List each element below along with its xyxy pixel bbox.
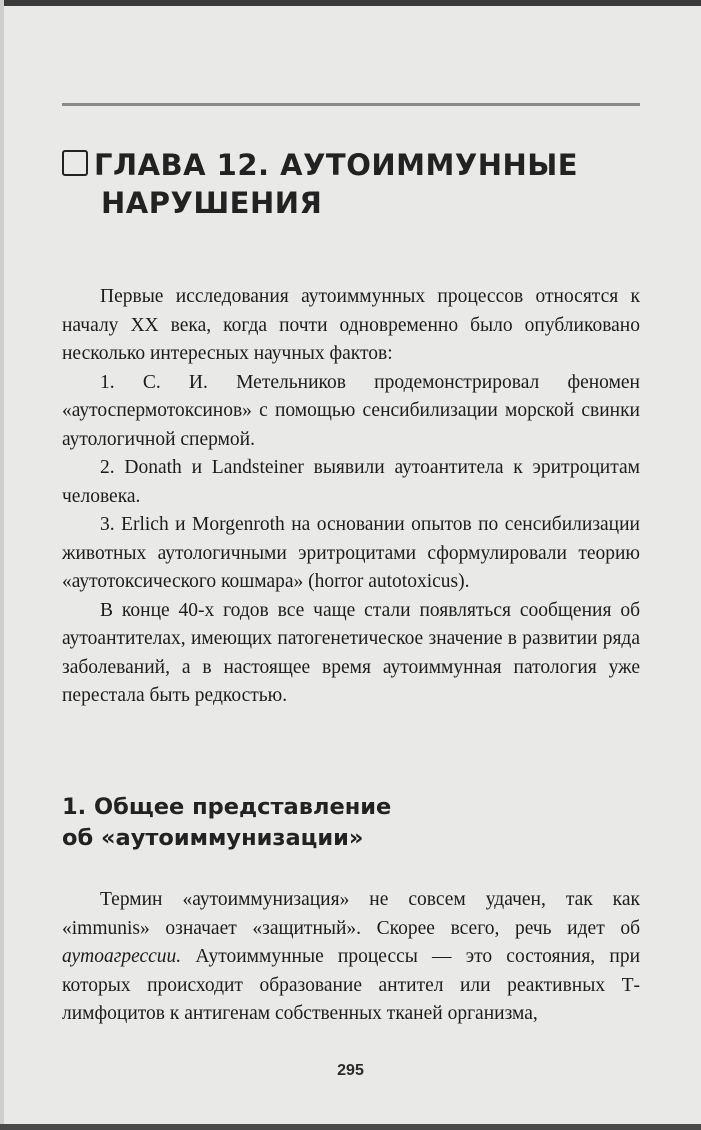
scan-left-edge	[0, 0, 4, 1130]
paragraph-term-end: Аутоиммунные процессы — это состояния, при которых происходит образование антител или реактивных Т-лимфоцитов к антигенам собственных тканей организма,	[62, 946, 640, 1024]
checkbox-square-icon	[62, 150, 88, 176]
section-title	[62, 792, 622, 854]
section-text	[62, 886, 640, 1029]
chapter-title-line2: НАРУШЕНИЯ	[101, 186, 323, 220]
paragraph-term	[62, 886, 640, 1029]
scan-top-edge	[0, 0, 701, 6]
paragraph-history: В конце 40-х годов все чаще стали появляться сообщения об аутоантителах, имеющих патогенетическое значение в развитии ряда заболеваний, а в настоящее время аутоиммунная патология уже перестала быть редкостью.	[62, 599, 640, 706]
paragraph-intro: Первые исследования аутоиммунных процессов относятся к началу XX века, когда почти одновременно было опубликовано несколько интересных научных фактов:	[62, 286, 640, 364]
paragraph-fact-2: 2. Donath и Landsteiner выявили аутоантитела к эритроцитам человека.	[62, 457, 640, 507]
term-italic: аутоагрессии.	[62, 946, 182, 967]
paragraph-fact-1: 1. С. И. Метельников продемонстрировал феномен «аутоспермотоксинов» с помощью сенсибилизации морской свинки аутологичной спермой.	[62, 371, 640, 450]
paragraph-fact-3: 3. Erlich и Morgenroth на основании опытов по сенсибилизации животных аутологичными эритроцитами сформулировали теорию «аутотоксического кошмара» (horror autotoxicus).	[62, 514, 640, 592]
paragraph-term-start: Термин «аутоиммунизация» не совсем удачен, так как «immunis» означает «защитный». Скорее всего, речь идет об	[62, 889, 640, 939]
intro-text	[62, 283, 640, 711]
section-title-line2: об «аутоиммунизации»	[62, 825, 364, 851]
scan-bottom-edge	[0, 1124, 701, 1130]
page-number: 295	[337, 1062, 364, 1079]
section-title-line1: 1. Общее представление	[62, 794, 392, 820]
running-header-rule	[62, 103, 640, 106]
chapter-title-line1: ГЛАВА 12. АУТОИММУННЫЕ	[94, 148, 579, 182]
chapter-title	[62, 146, 622, 222]
